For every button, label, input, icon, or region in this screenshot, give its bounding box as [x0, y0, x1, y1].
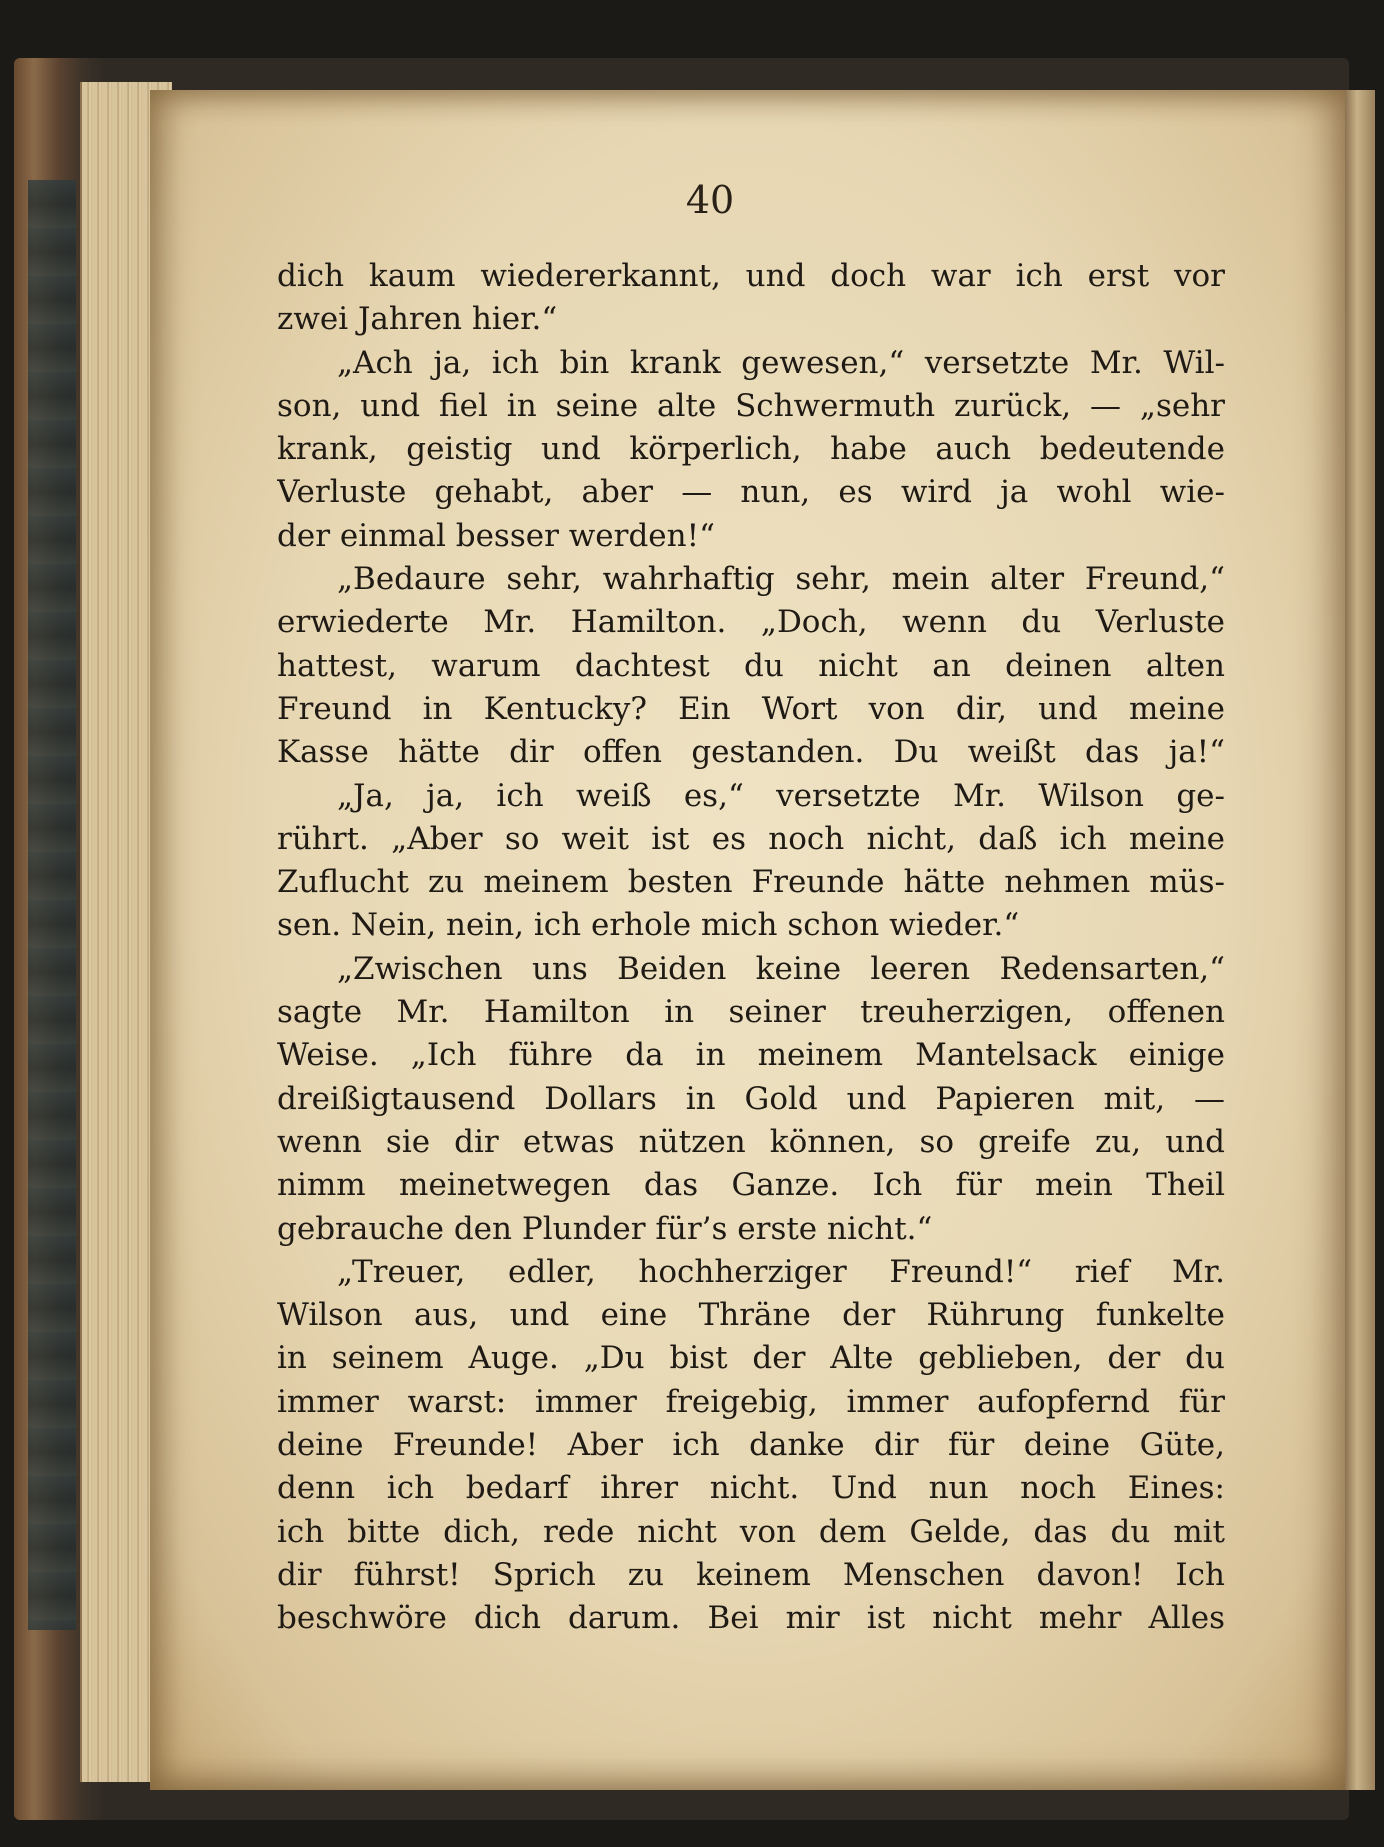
text-line: deine Freunde! Aber ich danke dir für deine Güte,	[277, 1427, 1225, 1464]
text-line: hattest, warum dachtest du nicht an deinen alten	[277, 647, 1225, 684]
text-line: son, und fiel in seine alte Schwermuth zurück, — „sehr	[277, 387, 1225, 424]
text-line: immer warst: immer freigebig, immer aufopfernd für	[277, 1383, 1225, 1420]
book-spine	[28, 180, 76, 1630]
text-line: rührt. „Aber so weit ist es noch nicht, daß ich meine	[277, 820, 1225, 857]
text-line: „Treuer, edler, hochherziger Freund!“ rief Mr.	[337, 1253, 1225, 1290]
book-gutter	[1345, 90, 1375, 1790]
text-line: sen. Nein, nein, ich erhole mich schon wieder.“	[277, 907, 1020, 944]
text-line: ich bitte dich, rede nicht von dem Gelde, das du mit	[277, 1513, 1225, 1550]
text-line: denn ich bedarf ihrer nicht. Und nun noch Eines:	[277, 1470, 1225, 1507]
text-line: beschwöre dich darum. Bei mir ist nicht mehr Alles	[277, 1600, 1225, 1637]
text-line: Kasse hätte dir offen gestanden. Du weißt das ja!“	[277, 734, 1225, 771]
text-line: dir führst! Sprich zu keinem Menschen davon! Ich	[277, 1556, 1225, 1593]
text-line: krank, geistig und körperlich, habe auch bedeutende	[277, 431, 1225, 468]
text-line: „Ach ja, ich bin krank gewesen,“ versetzte Mr. Wil-	[337, 344, 1225, 381]
text-line: dreißigtausend Dollars in Gold und Papieren mit, —	[277, 1080, 1225, 1117]
text-line: sagte Mr. Hamilton in seiner treuherzigen, offenen	[277, 994, 1225, 1031]
text-line: wenn sie dir etwas nützen können, so greife zu, und	[277, 1123, 1225, 1160]
text-line: Wilson aus, und eine Thräne der Rührung funkelte	[277, 1297, 1225, 1334]
text-line: Verluste gehabt, aber — nun, es wird ja wohl wie-	[277, 474, 1225, 511]
text-line: dich kaum wiedererkannt, und doch war ich erst vor	[277, 258, 1225, 294]
text-line: zwei Jahren hier.“	[277, 301, 558, 338]
text-line: der einmal besser werden!“	[277, 517, 715, 554]
text-line: nimm meinetwegen das Ganze. Ich für mein Theil	[277, 1167, 1225, 1204]
text-line: „Ja, ja, ich weiß es,“ versetzte Mr. Wilson ge-	[337, 777, 1225, 814]
page-text	[277, 255, 1225, 1641]
text-line: Zuflucht zu meinem besten Freunde hätte nehmen müs-	[277, 864, 1225, 901]
text-line: „Bedaure sehr, wahrhaftig sehr, mein alter Freund,“	[337, 561, 1225, 598]
text-line: Weise. „Ich führe da in meinem Mantelsack einige	[277, 1037, 1225, 1074]
text-line: erwiederte Mr. Hamilton. „Doch, wenn du Verluste	[277, 604, 1225, 641]
page-number: 40	[685, 178, 735, 222]
text-line: gebrauche den Plunder für’s erste nicht.“	[277, 1210, 933, 1247]
text-line: Freund in Kentucky? Ein Wort von dir, und meine	[277, 690, 1225, 727]
text-line: „Zwischen uns Beiden keine leeren Redensarten,“	[337, 950, 1225, 987]
text-line: in seinem Auge. „Du bist der Alte geblieben, der du	[277, 1340, 1225, 1377]
